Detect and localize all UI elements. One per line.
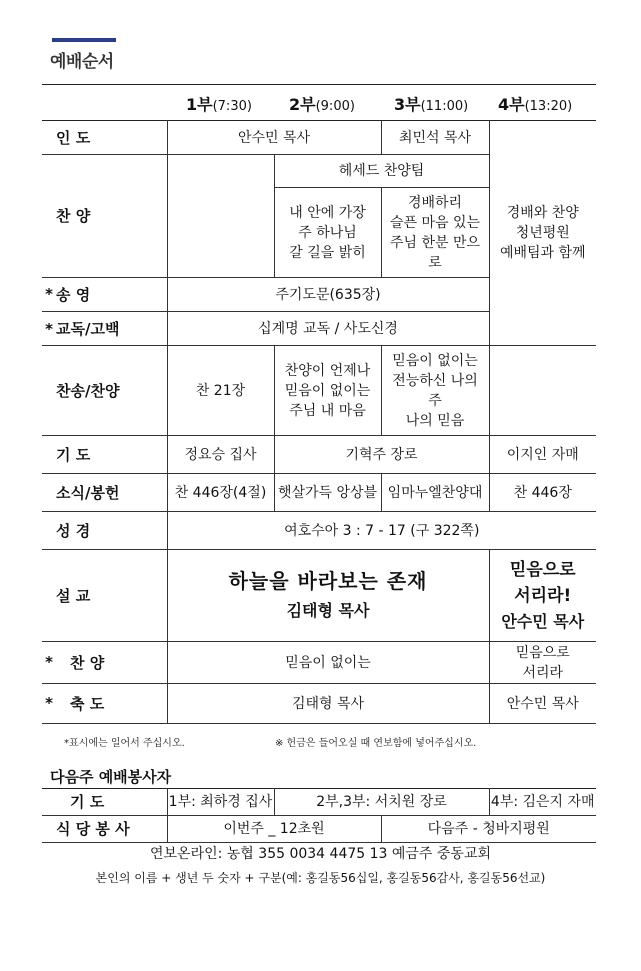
response-s4: 믿음으로 서리라 [489, 642, 596, 684]
row-benediction [42, 684, 596, 724]
praise-s3: 경배하리 슬픈 마음 있는 주님 한분 만으로 [381, 188, 489, 278]
label-sermon: 설 교 [42, 550, 167, 642]
worship-order-table [42, 120, 596, 724]
invocation-s3: 최민석 목사 [381, 121, 489, 155]
doxology-value: 주기도문(635장) [167, 278, 489, 312]
benediction-value: 김태형 목사 [167, 684, 489, 724]
sermon-preacher: 김태형 목사 [286, 600, 370, 620]
prayer-s1: 정요승 집사 [167, 436, 274, 474]
next-week-title: 다음주 예배봉사자 [50, 768, 172, 786]
praise-s1 [167, 155, 274, 278]
top-rule [42, 84, 596, 85]
next-label-prayer: 기 도 [42, 789, 167, 816]
service-header-4: 4부(13:20) [498, 95, 573, 114]
section-title: 예배순서 [50, 52, 114, 72]
label-praise: 찬 양 [42, 155, 167, 278]
row-scripture [42, 512, 596, 550]
label-creed: * 교독/고백 [42, 312, 167, 346]
next-prayer-1: 1부: 최하경 집사 [167, 789, 274, 816]
row-sermon [42, 550, 596, 642]
praise-s4: 경배와 찬양 청년평원 예배팀과 함께 [489, 121, 596, 346]
praise-s2: 내 안에 가장 주 하나님 갈 길을 밝히 [274, 188, 381, 278]
sermon-s4: 믿음으로 서리라! 안수민 목사 [489, 550, 596, 642]
offering-s4: 찬 446장 [489, 474, 596, 512]
sermon-main [167, 550, 489, 642]
offering-s1: 찬 446장(4절) [167, 474, 274, 512]
hymn-s3: 믿음이 없이는 전능하신 나의 주 나의 믿음 [381, 346, 489, 436]
label-doxology: * 송 영 [42, 278, 167, 312]
row-prayer [42, 436, 596, 474]
online-giving: 연보온라인: 농협 355 0034 4475 13 예금주 중동교회 [150, 846, 491, 862]
benediction-s4: 안수민 목사 [489, 684, 596, 724]
invocation-s12: 안수민 목사 [167, 121, 381, 155]
label-benediction: * 축 도 [42, 684, 167, 724]
label-hymn: 찬송/찬양 [42, 346, 167, 436]
service-header-1: 1부(7:30) [186, 95, 252, 114]
row-hymn [42, 346, 596, 436]
next-label-kitchen: 식 당 봉 사 [42, 816, 167, 843]
scripture-value: 여호수아 3 : 7 - 17 (구 322쪽) [167, 512, 596, 550]
label-prayer: 기 도 [42, 436, 167, 474]
praise-team: 헤세드 찬양팀 [274, 155, 489, 188]
kitchen-next-week: 다음주 - 청바지평원 [381, 816, 596, 843]
offering-s3: 임마누엘찬양대 [381, 474, 489, 512]
next-row-kitchen [42, 816, 596, 843]
hymn-s4 [489, 346, 596, 436]
creed-value: 십계명 교독 / 사도신경 [167, 312, 489, 346]
label-scripture: 성 경 [42, 512, 167, 550]
prayer-s4: 이지인 자매 [489, 436, 596, 474]
response-value: 믿음이 없이는 [167, 642, 489, 684]
label-offering: 소식/봉헌 [42, 474, 167, 512]
hymn-s1: 찬 21장 [167, 346, 274, 436]
offering-s2: 햇살가득 앙상블 [274, 474, 381, 512]
row-offering [42, 474, 596, 512]
row-invocation [42, 121, 596, 155]
next-week-table [42, 788, 596, 843]
service-header-2: 2부(9:00) [289, 95, 355, 114]
row-response [42, 642, 596, 684]
label-invocation: 인 도 [42, 121, 167, 155]
online-giving-description: 본인의 이름 + 생년 두 숫자 + 구분(예: 홍길동56십일, 홍길동56감사, 홍길동56선교) [95, 871, 546, 885]
note-offering: ※ 헌금은 들어오실 때 연보함에 넣어주십시오. [275, 738, 477, 749]
note-stand: *표시에는 일어서 주십시오. [64, 738, 185, 749]
kitchen-this-week: 이번주 _ 12초원 [167, 816, 381, 843]
hymn-s2: 찬양이 언제나 믿음이 없이는 주님 내 마음 [274, 346, 381, 436]
next-prayer-23: 2부,3부: 서치원 장로 [274, 789, 489, 816]
next-prayer-4: 4부: 김은지 자매 [489, 789, 596, 816]
sermon-title: 하늘을 바라보는 존재 [228, 568, 428, 593]
prayer-s23: 기혁주 장로 [274, 436, 489, 474]
next-row-prayer [42, 789, 596, 816]
label-response: * 찬 양 [42, 642, 167, 684]
section-title-bar [52, 38, 116, 42]
service-header-3: 3부(11:00) [394, 95, 469, 114]
